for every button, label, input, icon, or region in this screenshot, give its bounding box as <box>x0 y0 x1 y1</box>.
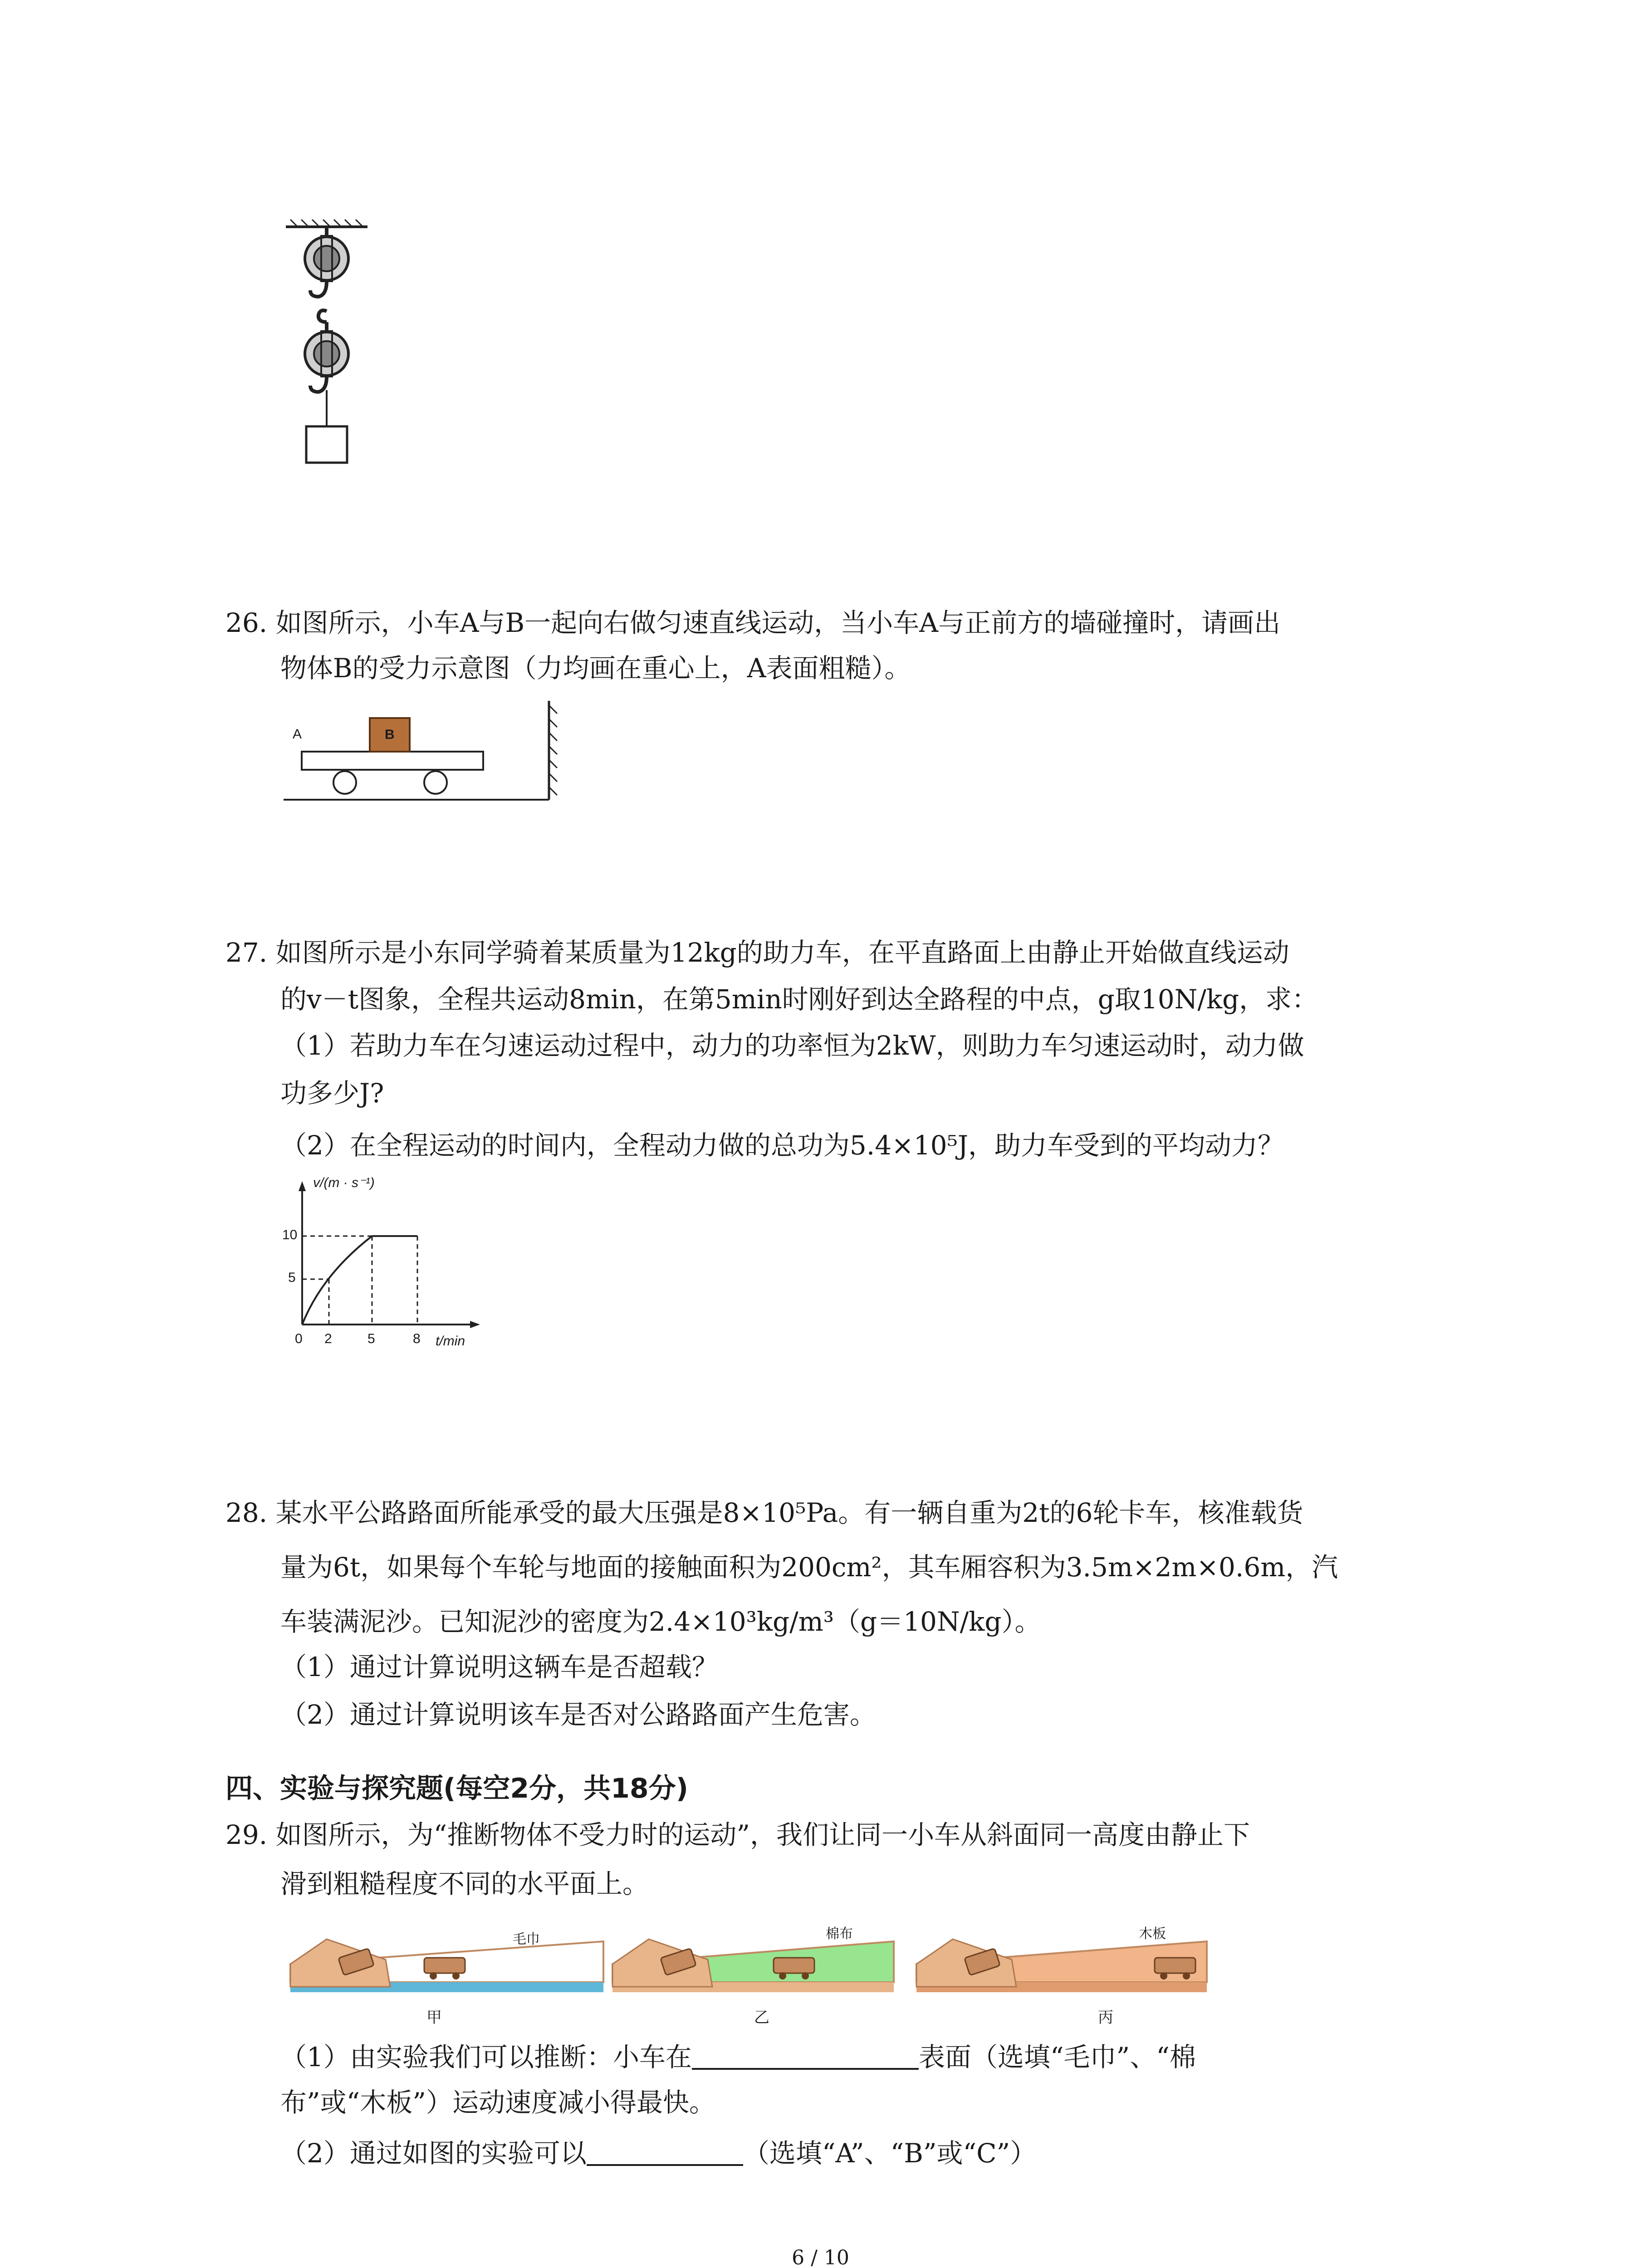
q29-part2-suffix: （选填“A”、“B”或“C”） <box>743 2138 1037 2169</box>
q29-line-1: 29. 如图所示，为“推断物体不受力时的运动”，我们让同一小车从斜面同一高度由静止下 <box>225 1819 1250 1850</box>
y-tick-10: 10 <box>282 1227 298 1242</box>
vt-graph-drawing <box>281 1175 490 1356</box>
q27-line-5: （2）在全程运动的时间内，全程动力做的总功为5.4×10⁵J，助力车受到的平均动力？ <box>280 1130 1284 1161</box>
vt-graph <box>281 1175 490 1356</box>
graph-y-label: v/(m · s⁻¹) <box>313 1175 375 1190</box>
q28-line-3: 车装满泥沙。已知泥沙的密度为2.4×10³kg/m³（g＝10N/kg）。 <box>280 1606 1041 1637</box>
q29-part1-line-1 <box>280 2041 1196 2073</box>
caption-bing: 丙 <box>1098 2009 1113 2026</box>
x-tick-8: 8 <box>413 1331 421 1346</box>
surface-label-board: 木板 <box>1139 1926 1166 1941</box>
block-label-b: B <box>385 727 395 742</box>
q29-part1-line-2: 布”或“木板”）运动速度减小得最快。 <box>280 2087 715 2118</box>
cart-figure <box>281 701 563 805</box>
q28-line-1: 28. 某水平公路路面所能承受的最大压强是8×10⁵Pa。有一辆自重为2t的6轮卡车，核准载货 <box>225 1497 1303 1528</box>
ramp-figure <box>286 1914 1220 2028</box>
q29-line-2: 滑到粗糙程度不同的水平面上。 <box>280 1868 649 1899</box>
q26-line-2: 物体B的受力示意图（力均画在重心上，A表面粗糙）。 <box>280 653 911 684</box>
caption-yi: 乙 <box>754 2009 769 2026</box>
q29-part2-line <box>280 2137 1036 2169</box>
q28-line-2: 量为6t，如果每个车轮与地面的接触面积为200cm²，其车厢容积为3.5m×2m×0.6m，汽 <box>280 1552 1338 1583</box>
q27-line-2: 的v－t图象，全程共运动8min，在第5min时刚好到达全路程的中点，g取10N/kg，求： <box>280 984 1318 1015</box>
graph-x-label: t/min <box>436 1334 465 1349</box>
cart-label-a: A <box>293 727 302 742</box>
page-number: 6 / 10 <box>792 2246 849 2268</box>
q29-part2-prefix: （2）通过如图的实验可以 <box>280 2138 587 2169</box>
surface-label-towel: 毛巾 <box>513 1932 540 1947</box>
ramp-panel-towel <box>290 1939 603 1992</box>
x-tick-5: 5 <box>367 1331 375 1346</box>
x-tick-2: 2 <box>324 1331 332 1346</box>
answer-blank-1[interactable] <box>692 2042 919 2070</box>
ramp-drawing <box>286 1914 1220 2028</box>
section-heading: 四、实验与探究题(每空2分，共18分) <box>225 1773 689 1804</box>
ramp-panel-board <box>916 1939 1207 1992</box>
pulley-figure <box>272 218 381 472</box>
cart-drawing <box>281 701 563 805</box>
answer-blank-2[interactable] <box>587 2138 743 2166</box>
ramp-panel-cotton <box>612 1939 894 1992</box>
q27-line-4: 功多少J? <box>280 1078 384 1109</box>
q28-line-4: （1）通过计算说明这辆车是否超载？ <box>280 1652 718 1682</box>
q27-line-3: （1）若助力车在匀速运动过程中，动力的功率恒为2kW，则助力车匀速运动时，动力做 <box>280 1030 1304 1061</box>
q29-part1-prefix: （1）由实验我们可以推断：小车在 <box>280 2042 692 2072</box>
caption-jia: 甲 <box>426 2009 442 2026</box>
x-tick-0: 0 <box>295 1331 303 1346</box>
surface-label-cotton: 棉布 <box>826 1926 853 1941</box>
q27-line-1: 27. 如图所示是小东同学骑着某质量为12kg的助力车，在平直路面上由静止开始做直线运动 <box>225 937 1289 968</box>
y-tick-5: 5 <box>288 1270 296 1285</box>
q28-line-5: （2）通过计算说明该车是否对公路路面产生危害。 <box>280 1699 876 1730</box>
q29-part1-suffix: 表面（选填“毛巾”、“棉 <box>918 2042 1196 2072</box>
q26-line-1: 26. 如图所示，小车A与B一起向右做匀速直线运动，当小车A与正前方的墙碰撞时，请画出 <box>225 607 1281 638</box>
